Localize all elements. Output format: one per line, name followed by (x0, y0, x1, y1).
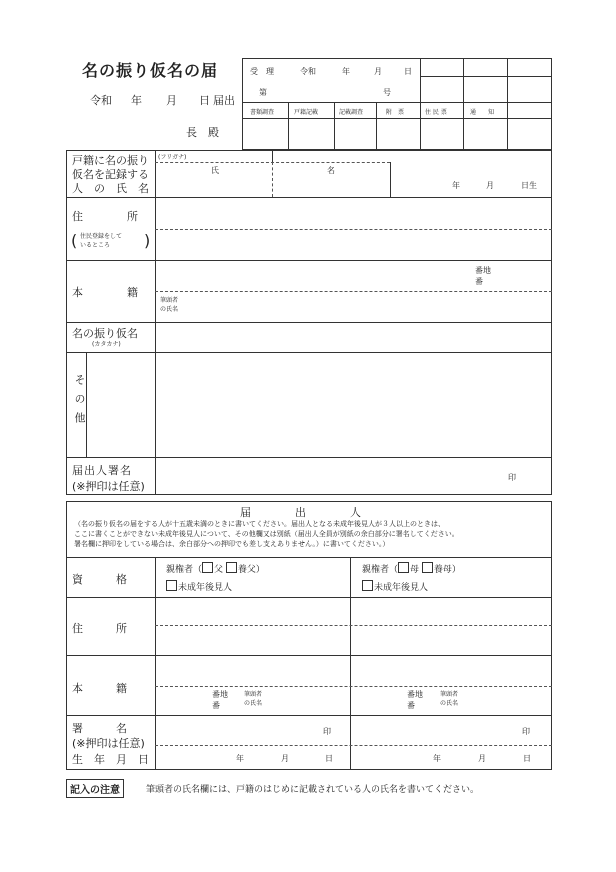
date-todoke: 届出 (213, 94, 235, 107)
left-head-name-label: 筆頭者 の氏名 (244, 691, 263, 707)
adoptive-mother-checkbox[interactable] (422, 562, 433, 573)
honseki-head-name-field[interactable] (195, 294, 545, 320)
right-birth-year: 年 (433, 754, 441, 763)
birth-day: 日生 (521, 181, 537, 190)
date-era: 令和 (90, 94, 112, 107)
mother-checkbox[interactable] (398, 562, 409, 573)
signature-field[interactable] (157, 459, 497, 493)
signature-seal: 印 (508, 473, 516, 482)
col-notice: 通 知 (470, 109, 495, 116)
furigana-row-sublabel: (カタカナ) (92, 341, 121, 348)
address-label: 住 所 (72, 210, 138, 223)
notifier-birth-label: 生 年 月 日 (72, 753, 149, 766)
right-guardian-option: 未成年後見人 (362, 580, 428, 593)
furigana-row-label: 名の振り仮名 (72, 327, 138, 340)
notifier-title: 届 出 人 (240, 506, 361, 519)
right-address-field[interactable] (352, 599, 550, 653)
number-suffix: 号 (383, 88, 391, 97)
left-birth-day: 日 (325, 754, 333, 763)
address-field[interactable] (157, 199, 550, 227)
left-guardian-option: 未成年後見人 (166, 580, 232, 593)
right-birth-month: 月 (478, 754, 486, 763)
father-checkbox[interactable] (202, 562, 213, 573)
form-title: 名の振り仮名の届 (82, 61, 219, 80)
col-family-entry: 戸籍記載 (294, 109, 319, 116)
received-day: 日 (404, 67, 412, 76)
left-address-field[interactable] (157, 599, 348, 653)
left-banchi: 番地 番 (212, 690, 228, 710)
received-year: 年 (342, 67, 350, 76)
right-seal: 印 (522, 727, 530, 736)
surname-field[interactable] (156, 174, 271, 196)
address-sublabel: ( 住民登録をして いるところ ) (71, 231, 151, 250)
left-birth-year: 年 (236, 754, 244, 763)
signature-sublabel: (※押印は任意) (72, 480, 145, 493)
col-entry-check: 記載調査 (339, 109, 364, 116)
honseki-field[interactable] (157, 262, 457, 289)
left-signature-field[interactable] (157, 717, 317, 743)
col-attached: 附 票 (386, 109, 405, 116)
date-day: 日 (199, 94, 210, 107)
other-field[interactable] (89, 354, 550, 455)
honseki-label: 本 籍 (72, 286, 138, 299)
received-month: 月 (374, 67, 382, 76)
number-prefix: 第 (259, 88, 267, 97)
honseki-banchi: 番地 番 (475, 266, 491, 286)
furigana-label: (フリガナ) (158, 154, 187, 161)
col-resident: 住 民 票 (425, 109, 447, 116)
surname-label: 氏 (211, 166, 219, 175)
caution-label: 記入の注意 (66, 779, 124, 798)
left-seal: 印 (323, 727, 331, 736)
birth-month: 月 (486, 181, 494, 190)
right-parent-options: 親権者（ 母 養母） (362, 562, 461, 575)
adoptive-father-checkbox[interactable] (226, 562, 237, 573)
notifier-sign-sublabel: (※押印は任意) (72, 737, 145, 750)
furigana-field[interactable] (157, 324, 550, 350)
right-head-name-label: 筆頭者 の氏名 (440, 691, 459, 707)
left-parent-options: 親権者（ 父 養父） (166, 562, 265, 575)
notifier-address-label: 住 所 (72, 622, 127, 635)
given-name-field[interactable] (274, 174, 389, 196)
received-label: 受 理 (250, 67, 274, 76)
qualification-label: 資 格 (72, 573, 127, 586)
given-name-label: 名 (327, 166, 335, 175)
received-era: 令和 (300, 67, 316, 76)
other-label: その他 (73, 374, 86, 431)
right-signature-field[interactable] (352, 717, 517, 743)
left-birth-month: 月 (281, 754, 289, 763)
date-year: 年 (131, 94, 142, 107)
left-honseki-field[interactable] (157, 657, 348, 684)
col-document-check: 書類調査 (250, 109, 275, 116)
notifier-note: （名の振り仮名の届をする人が十五歳未満のときに書いてください。届出人となる未成年後見人が３人以上のときは、 ここに書くことができない未成年後見人について、その他欄又は別紙（届出人全員が別紙の余白部分に署名してください。 署名欄に押印をしている場合は、余白部分への押印でも差し支えありません。）に書いてください。） (74, 520, 459, 548)
right-honseki-field[interactable] (352, 657, 550, 684)
person-name-label: 戸籍に名の振り 仮名を記録する 人 の 氏 名 (72, 154, 149, 195)
notifier-sign-label: 署 名 (72, 722, 127, 735)
addressee: 長 殿 (186, 126, 219, 139)
honseki-head-name-label: 筆頭者 の氏名 (160, 297, 179, 313)
notifier-honseki-label: 本 籍 (72, 682, 127, 695)
birth-year: 年 (452, 181, 460, 190)
right-birth-day: 日 (523, 754, 531, 763)
date-month: 月 (166, 94, 177, 107)
right-guardian-checkbox[interactable] (362, 580, 373, 591)
right-banchi: 番地 番 (407, 690, 423, 710)
left-guardian-checkbox[interactable] (166, 580, 177, 591)
caution-text: 筆頭者の氏名欄には、戸籍のはじめに記載されている人の氏名を書いてください。 (146, 785, 480, 795)
signature-label: 届出人署名 (72, 464, 132, 477)
